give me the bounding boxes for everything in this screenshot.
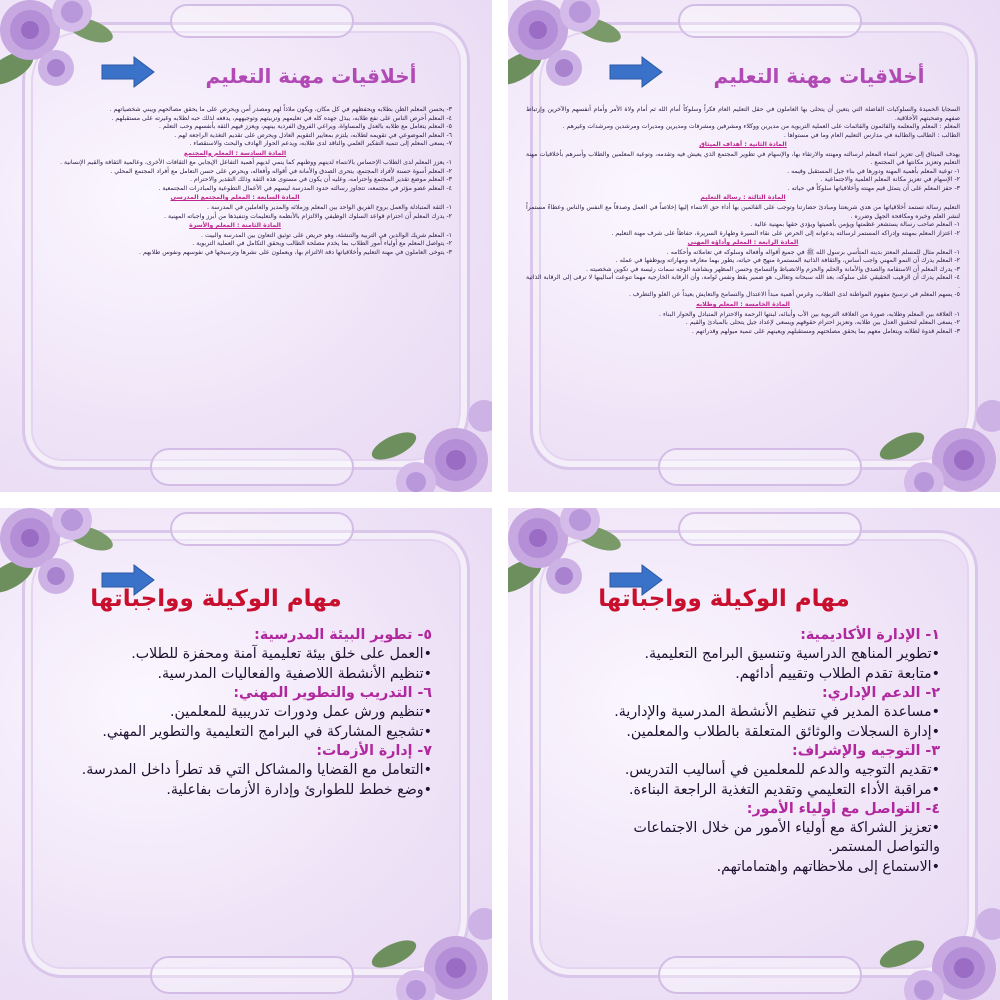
section-heading: ١- الإدارة الأكاديمية: [800, 627, 940, 643]
article-paragraph: ٢- يدرك المعلم أن احترام قواعد السلوك الوظيفي والالتزام بالأنظمة والتعليمات وتنفيذها من أبرز واجباته المهنية . [164, 212, 452, 220]
frame-ornament-top [678, 4, 862, 38]
frame-ornament-bottom [150, 956, 354, 994]
page-title: أخلاقيات مهنة التعليم [205, 64, 417, 88]
article-paragraph: ٢- يتواصل المعلم مع أولياء أمور الطلاب بما يخدم مصلحة الطالب ويحقق التكامل في العملية التربوية . [192, 240, 452, 248]
article-paragraph: المعلم : المعلم والمعلمة والقائمون والقائمات على العملية التربوية من مديرين ووكلاء ومشرفين ومشرفات ومديرين ومديرات ومرشدين ومرشدات وغيرهم . [562, 123, 960, 131]
article-paragraph: ٤- المعلم يدرك أن الرقيب الحقيقي على سلوكه، بعد الله سبحانه وتعالى، هو ضمير يقظ ونفس لوامة، وأن الرقابة الخارجية مهما تنوعت أساليبها لا ترقى إلى الرقابة الذاتية . [526, 274, 960, 290]
article-paragraph: ٢- اعتزاز المعلم بمهنته وإدراكه المستمر لرسالته يدعوانه إلى الحرص على نقاء السيرة وطهارة السريرة، حفاظاً على شرف مهنة التعليم . [611, 229, 960, 237]
article-paragraph: التعليم رسالة تستمد أخلاقياتها من هدي شريعتنا ومبادئ حضارتنا وتوجب على القائمين بها أداء حق الانتماء إليها إخلاصاً في العمل وصدقاً مع النفس والناس وعطاءً مستمراً لنشر العلم وخيره ومكافحة الجهل وضرره . [526, 204, 960, 220]
article-heading: المادة السابعة : المعلم والمجتمع المدرسي [170, 194, 300, 202]
article-paragraph: ٣- حفز المعلم على أن يتمثل قيم مهنته وأخلاقياتها سلوكاً في حياته . [787, 184, 960, 192]
article-paragraph: ٣- المعلم قدوة لطلابه ويتعامل معهم بما يحقق مصلحتهم ومستقبلهم ويعينهم على تنمية ميولهم وقدراتهم . [691, 327, 960, 335]
article-paragraph: الطالب : الطالب والطالبة في مدارس التعليم العام وما في مستواها . [783, 131, 960, 139]
list-item: •تنظيم الأنشطة اللاصفية والفعاليات المدرسية. [157, 665, 432, 682]
section-heading: ٣- التوجيه والإشراف: [792, 742, 940, 759]
article-heading: المادة الثانية : أهداف الميثاق [699, 141, 787, 149]
frame-ornament-top [170, 4, 354, 38]
article-paragraph: ٢- الإسهام في تعزيز مكانة المعلم العلمية والاجتماعية . [820, 176, 960, 184]
section-heading: ٦- التدريب والتطوير المهني: [233, 684, 432, 701]
article-paragraph: ٧- يسعى المعلم إلى تنمية التفكير العلمي والناقد لدى طلابه، ويدعم الحوار الهادف والبحث والاستقصاء . [189, 140, 452, 148]
frame-ornament-bottom [658, 448, 862, 486]
article-paragraph: ١- توعية المعلم بأهمية المهنة ودورها في بناء جيل المستقبل وقيمه . [787, 167, 960, 175]
section-heading: ٧- إدارة الأزمات: [316, 742, 432, 759]
list-item: •التعامل مع القضايا والمشاكل التي قد تطرأ داخل المدرسة. [81, 762, 432, 779]
section-heading: ٢- الدعم الإداري: [821, 684, 940, 701]
ethics-panel-a [508, 0, 1000, 492]
list-item: •متابعة تقدم الطلاب وتقييم أدائهم. [735, 665, 940, 682]
frame-ornament-bottom [150, 448, 354, 486]
rose-bouquet-icon [364, 894, 492, 1000]
list-item: •وضع خطط للطوارئ وإدارة الأزمات بفاعلية. [166, 781, 432, 798]
article-paragraph: ١- الثقة المتبادلة والعمل بروح الفريق الواحد بين المعلم وزملائه والمدير والعاملين في المدرسة . [207, 204, 452, 212]
page-title: مهام الوكيلة وواجباتها [90, 586, 342, 612]
article-paragraph: ٢- المعلم يدرك أن النمو المهني واجب أساس، والثقافة الذاتية المستمرة منهج في حياته، يطور بهما معارفه ومهاراته ويوظفها في عمله . [615, 257, 960, 265]
article-paragraph: ٣- المعلم موضع تقدير المجتمع واحترامه، وعليه أن يكون في مستوى هذه الثقة وذلك التقدير والاحترام . [189, 176, 452, 184]
article-paragraph: يهدف الميثاق إلى تعزيز انتماء المعلم لرسالته ومهنته والارتقاء بها، والإسهام في تطوير المجتمع الذي يعيش فيه وتقدمه، وتوعية المعلمين والطلاب وأسرهم بأخلاقيات مهنة التعليم وتعزيز مكانتها في المجتمع . [526, 150, 960, 167]
ethics-panel-b [0, 0, 492, 492]
frame-ornament-top [170, 512, 354, 546]
ethics-text-a [526, 106, 960, 432]
article-paragraph: ٤- المعلم عضو مؤثر في مجتمعه، تتجاوز رسالته حدود المدرسة ليسهم في الأعمال التطوعية والمبادرات المجتمعية . [158, 184, 452, 192]
article-paragraph: ٢- المعلم أسوة حسنة لأفراد المجتمع، يتحرى الصدق والأمانة في أقواله وأفعاله، ويحرص على حسن التعامل مع أفراد المجتمع المحلي . [110, 167, 452, 175]
page-title: أخلاقيات مهنة التعليم [713, 64, 925, 88]
list-item: •تقديم التوجيه والدعم للمعلمين في أساليب التدريس. [624, 762, 940, 779]
article-paragraph: السجايا الحميدة والسلوكيات الفاضلة التي يتعين أن يتحلى بها العاملون في حقل التعليم العام فكراً وسلوكاً أمام الله ثم أمام ولاة الأمر وأمام أنفسهم والآخرين وإرتباط صفهم وصحبتهم الأخلاقية. [526, 106, 960, 122]
article-paragraph: ٥- يسهم المعلم في ترسيخ مفهوم المواطنة لدى الطلاب، وغرس أهمية مبدأ الاعتدال والتسامح والتعايش بعيداً عن الغلو والتطرف . [628, 291, 960, 299]
arrow-right-icon [100, 55, 156, 89]
list-item: •إدارة السجلات والوثائق المتعلقة بالطلاب والمعلمين. [626, 723, 940, 740]
article-heading: المادة الرابعة : المعلم وأداؤه المهني [687, 239, 799, 247]
article-paragraph: ١- يعزز المعلم لدى الطلاب الإحساس بالانتماء لدينهم ووطنهم كما ينمي لديهم أهمية التفاعل الإيجابي مع الثقافات الأخرى، وعالمية الثقافة والقيم الإنسانية . [60, 159, 452, 167]
article-paragraph: ١- المعلم مثال للمسلم المعتز بدينه المتأسي برسول الله ﷺ في جميع أقواله وأفعاله وسلوكه في تعاملاته وأحكامه . [666, 248, 960, 256]
article-paragraph: ٣- يحسن المعلم الظن بطلابه ويحفظهم في كل مكان، ويكون ملاذاً لهم ومصدر أمن ويحرص على ما يحقق مصالحهم ويبني شخصياتهم . [109, 106, 452, 113]
list-item: •مراقبة الأداء التعليمي وتقديم التغذية الراجعة البناءة. [628, 781, 940, 798]
list-item: •تنظيم ورش عمل ودورات تدريبية للمعلمين. [169, 704, 432, 721]
list-item: •الاستماع إلى ملاحظاتهم واهتماماتهم. [716, 858, 940, 875]
article-paragraph: ٤- المعلم أحرص الناس على نفع طلابه، يبذل جهده كله في تعليمهم وتربيتهم وتوجيههم، يدفعه لذلك حبه لطلابه وغيرته على مستقبلهم . [111, 114, 452, 122]
section-heading: ٤- التواصل مع أولياء الأمور: [746, 800, 940, 817]
rose-bouquet-icon [872, 894, 1000, 1000]
frame-ornament-bottom [658, 956, 862, 994]
article-paragraph: ١- العلاقة بين المعلم وطلابه، صورة من العلاقة التربوية بين الأب وأبنائه، لبنتها الرحمة والاحترام المتبادل والحوار البناء . [659, 310, 960, 318]
page-title: مهام الوكيلة وواجباتها [598, 586, 850, 612]
article-heading: المادة الخامسة : المعلم وطلابه [696, 301, 790, 309]
article-paragraph: ٦- المعلم الموضوعي في تقويمه لطلابه، يلتزم بمعايير التقويم العادل ويحرص على تقديم التغذية الراجعة لهم . [174, 131, 452, 139]
article-paragraph: ١- المعلم صاحب رسالة يستشعر عظمتها ويؤمن بأهميتها ويؤدي حقها بمهنية عالية . [750, 221, 960, 229]
arrow-right-icon [608, 55, 664, 89]
tasks-panel-a [508, 508, 1000, 1000]
article-heading: المادة السادسة : المعلم والمجتمع [183, 149, 287, 157]
article-paragraph: ٣- يدرك المعلم أن الاستقامة والصدق والأمانة والحلم والحزم والانضباط والتسامح وحسن المظهر وبشاشة الوجه سمات رئيسة في تكوين شخصيته . [586, 265, 960, 273]
frame-ornament-top [678, 512, 862, 546]
list-item: •تعزيز الشراكة مع أولياء الأمور من خلال الاجتماعات والتواصل المستمر. [633, 820, 940, 856]
tasks-list-b [70, 626, 432, 800]
ethics-text-b [18, 106, 452, 432]
tasks-panel-b [0, 508, 492, 1000]
article-paragraph: ١- المعلم شريك الوالدين في التربية والتنشئة، وهو حريص على توثيق التعاون بين المدرسة والبيت . [201, 231, 452, 239]
article-paragraph: ٣- يتوخى العاملون في مهنة التعليم وأخلاقياتها دقة الالتزام بها، ويعملون على نشرها وترسيخها في نفوسهم ونفوس طلابهم . [139, 248, 452, 256]
article-heading: المادة الثالثة : رسالة التعليم [700, 194, 786, 202]
section-heading: ٥- تطوير البيئة المدرسية: [254, 627, 432, 643]
list-item: •العمل على خلق بيئة تعليمية آمنة ومحفزة للطلاب. [131, 646, 432, 663]
list-item: •تطوير المناهج الدراسية وتنسيق البرامج التعليمية. [644, 646, 940, 663]
list-item: •تشجيع المشاركة في البرامج التعليمية والتطوير المهني. [102, 723, 432, 740]
list-item: •مساعدة المدير في تنظيم الأنشطة المدرسية والإدارية. [614, 704, 940, 721]
tasks-list-a [578, 626, 940, 877]
article-paragraph: ٢- يسعى المعلم لتحقيق العدل بين طلابه، وتعزيز احترام حقوقهم ويسعى لإعداد جيل يتحلى بالمبادئ والقيم . [685, 319, 960, 327]
article-heading: المادة الثامنة : المعلم والأسرة [189, 222, 281, 230]
article-paragraph: ٥- المعلم يتعامل مع طلابه بالعدل والمساواة، ويراعي الفروق الفردية بينهم، ويعزز فيهم الثقة بأنفسهم وحب التعلم . [158, 123, 452, 131]
